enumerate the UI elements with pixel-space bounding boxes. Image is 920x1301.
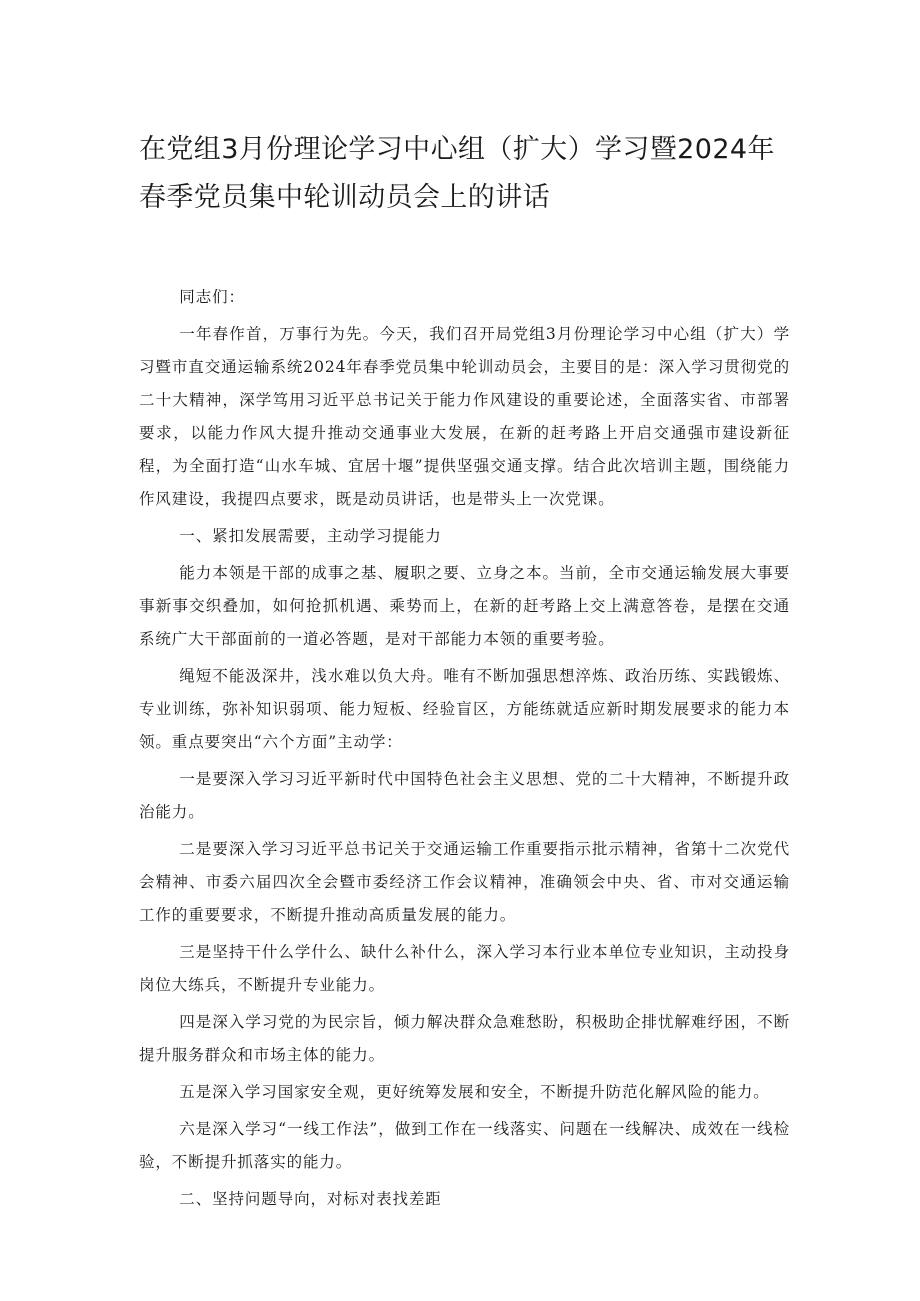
paragraph-intro: 一年春作首，万事行为先。今天，我们召开局党组3月份理论学习中心组（扩大）学习暨市直交通运输系统2024年春季党员集中轮训动员会，主要目的是：深入学习贯彻党的二十大精神，深学笃用习近平总书记关于能力作风建设的重要论述，全面落实省、市部署要求，以能力作风大提升推动交通事业大发展，在新的赶考路上开启交通强市建设新征程，为全面打造“山水车城、宜居十堰”提供坚强交通支撑。结合此次培训主题，围绕能力作风建设，我提四点要求，既是动员讲话，也是带头上一次党课。: [139, 325, 790, 508]
section-heading-2: 二、坚持问题导向，对标对表找差距: [179, 1190, 442, 1208]
list-paragraph-6: 六是深入学习“一线工作法”，做到工作在一线落实、问题在一线解决、成效在一线检验，不断提升抓落实的能力。: [139, 1120, 790, 1171]
document-body: [139, 281, 790, 1216]
list-paragraph-2: 二是要深入学习习近平总书记关于交通运输工作重要指示批示精神，省第十二次党代会精神、市委六届四次全会暨市委经济工作会议精神，准确领会中央、省、市对交通运输工作的重要要求，不断提升推动高质量发展的能力。: [139, 840, 790, 924]
list-paragraph-4: 四是深入学习党的为民宗旨，倾力解决群众急难愁盼，积极助企排忧解难纾困，不断提升服务群众和市场主体的能力。: [139, 1013, 790, 1064]
paragraph: 能力本领是干部的成事之基、履职之要、立身之本。当前，全市交通运输发展大事要事新事交织叠加，如何抢抓机遇、乘势而上，在新的赶考路上交上满意答卷，是摆在交通系统广大干部面前的一道必答题，是对干部能力本领的重要考验。: [139, 564, 790, 648]
list-paragraph-5: 五是深入学习国家安全观，更好统筹发展和安全，不断提升防范化解风险的能力。: [179, 1083, 770, 1101]
list-paragraph-3: 三是坚持干什么学什么、缺什么补什么，深入学习本行业本单位专业知识，主动投身岗位大练兵，不断提升专业能力。: [139, 943, 790, 994]
document-title: 在党组3月份理论学习中心组（扩大）学习暨2024年春季党员集中轮训动员会上的讲话: [139, 134, 775, 213]
list-paragraph-1: 一是要深入学习习近平新时代中国特色社会主义思想、党的二十大精神，不断提升政治能力。: [139, 770, 790, 821]
paragraph: 绳短不能汲深井，浅水难以负大舟。唯有不断加强思想淬炼、政治历练、实践锻炼、专业训练，弥补知识弱项、能力短板、经验盲区，方能练就适应新时期发展要求的能力本领。重点要突出“六个方面”主动学：: [139, 667, 790, 751]
salutation: 同志们：: [179, 288, 245, 306]
section-heading-1: 一、紧扣发展需要，主动学习提能力: [179, 527, 442, 545]
